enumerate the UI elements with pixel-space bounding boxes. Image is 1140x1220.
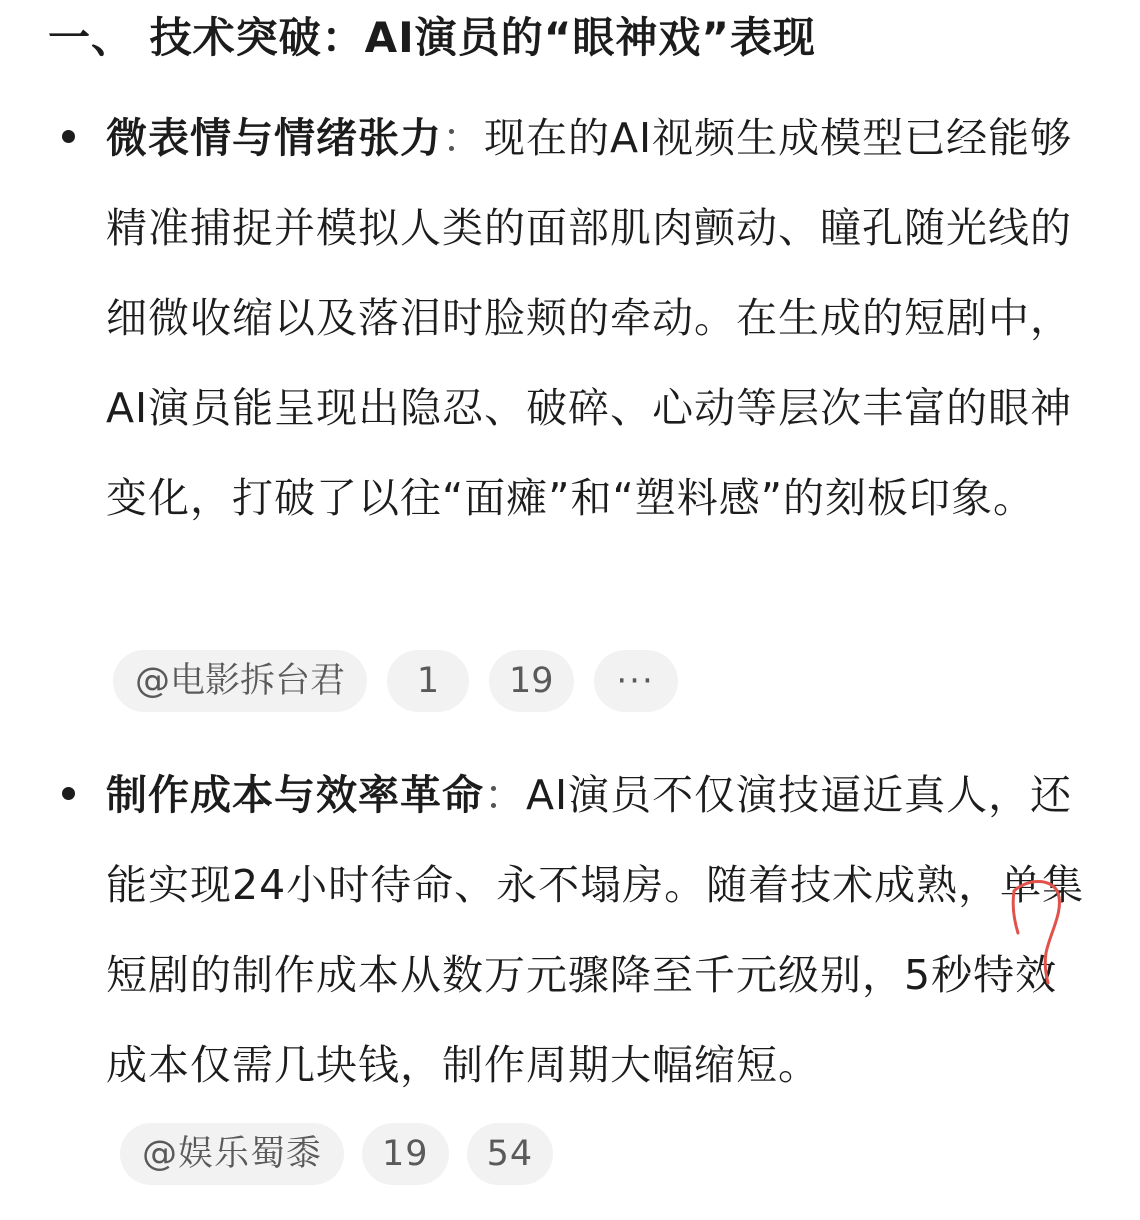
ellipsis-icon: ··· — [616, 661, 655, 701]
source-chip[interactable]: @娱乐蜀黍 — [120, 1123, 344, 1185]
bullet-title: 微表情与情绪张力 — [106, 114, 442, 162]
bullet-dot-icon — [62, 130, 75, 143]
reference-chip-row — [120, 1123, 553, 1185]
bullet-colon: ： — [442, 114, 484, 162]
source-chip[interactable]: @电影拆台君 — [113, 650, 367, 712]
reference-count-chip[interactable]: 54 — [467, 1123, 554, 1185]
bullet-dot-icon — [62, 787, 75, 800]
bullet-colon: ： — [484, 771, 526, 819]
section-heading: 一、 技术突破：AI演员的“眼神戏”表现 — [48, 13, 816, 62]
bullet-title: 制作成本与效率革命 — [106, 771, 484, 819]
reference-count-chip[interactable]: 19 — [489, 650, 574, 712]
reference-count-chip[interactable]: 19 — [362, 1123, 449, 1185]
bullet-item-cost-efficiency — [106, 750, 1091, 1200]
bullet-text: AI演员不仅演技逼近真人，还能实现24小时待命、永不塌房。随着技术成熟，单集短剧的制作成本从数万元骤降至千元级别，5秒特效成本仅需几块钱，制作周期大幅缩短。 — [106, 771, 1085, 1089]
bullet-item-micro-expression — [106, 93, 1091, 543]
reference-chip-row — [113, 650, 678, 712]
more-options-button[interactable] — [594, 650, 678, 712]
bullet-text: 现在的AI视频生成模型已经能够精准捕捉并模拟人类的面部肌肉颤动、瞳孔随光线的细微收缩以及落泪时脸颊的牵动。在生成的短剧中，AI演员能呈现出隐忍、破碎、心动等层次丰富的眼神变化，打破了以往“面瘫”和“塑料感”的刻板印象。 — [106, 114, 1073, 522]
reference-count-chip[interactable]: 1 — [387, 650, 469, 712]
